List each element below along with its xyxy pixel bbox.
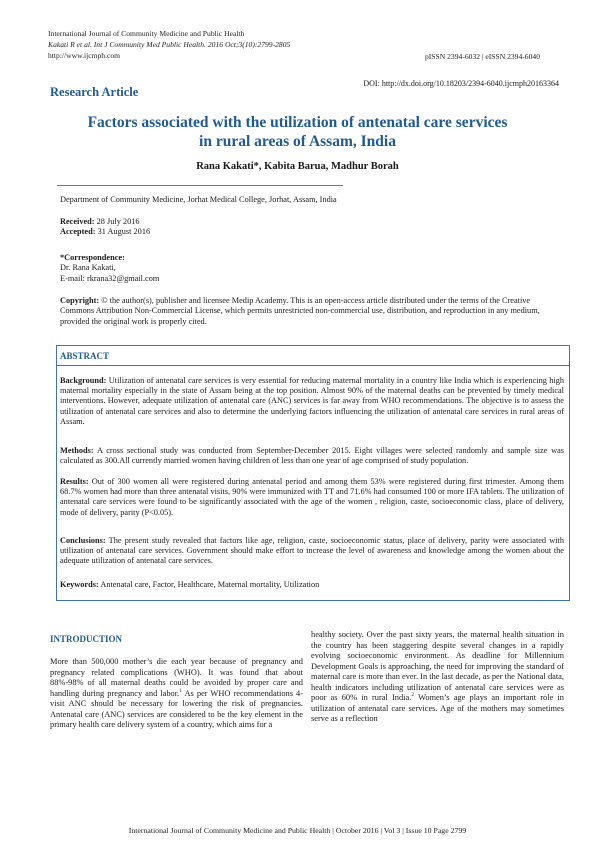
- copyright: [60, 296, 546, 327]
- journal-url[interactable]: http://www.ijcmph.com: [48, 51, 121, 60]
- background-label: Background:: [60, 376, 107, 385]
- abstract-heading: ABSTRACT: [60, 351, 110, 361]
- intro-col1-text-a: More than 500,000 mother’s die each year because of pregnancy and pregnancy related complications (WHO). It was found that about 88%-98% of all maternal deaths could be avoided by proper care and handling during pregnancy and labor.: [50, 657, 303, 698]
- issn: pISSN 2394-6032 | eISSN 2394-6040: [424, 52, 540, 61]
- accepted-date: 31 August 2016: [97, 227, 151, 237]
- title-line-2: in rural areas of Assam, India: [199, 133, 396, 150]
- results-text: Out of 300 women all were registered during antenatal period and among them 53% were registered during first trimester. Among them 68.7% women had more than three antenatal visits, 90% were immunized with TT and 71.6% had consumed 100 or more IFA tablets. The utilization of antenatal care services were found to be significantly associated with the age of the women , religion, caste, socioeconomic class, place of delivery, mode of delivery, parity (P<0.05).: [60, 477, 564, 517]
- copyright-label: Copyright:: [60, 296, 100, 305]
- abstract-results: [60, 477, 564, 518]
- results-label: Results:: [60, 477, 89, 486]
- copyright-text: © the author(s), publisher and licensee Medip Academy. This is an open-access article distributed under the terms of the Creative Commons Attribution Non-Commercial License, which permits unrestricted non-commercial use, distribution, and reproduction in any medium, provided the original work is properly cited.: [60, 296, 540, 326]
- intro-col2-text-b: Women’s age plays an important role in utilization of antenatal care services. Age of the mothers may sometimes serve as a reflection: [311, 693, 564, 723]
- correspondence-email[interactable]: E-mail: rkrana32@gmail.com: [60, 273, 160, 283]
- background-text: Utilization of antenatal care services is very essential for reducing maternal mortality in a country like India which is experiencing high maternal mortality especially in the state of Assam being at the top position. Almost 90% of the maternal deaths can be prevented by timely medical interventions. However, adequate utilization of antenatal care (ANC) services is far away from WHO recommendations. The objective is to assess the utilization of antenatal care services and also to determine the underlying factors influencing the utilization of antenatal care services in rural areas of Assam.: [60, 376, 565, 426]
- citation: Kakati R et al. Int J Community Med Public Health. 2016 Oct;3(10):2799-2805: [48, 40, 291, 49]
- conclusions-text: The present study revealed that factors like age, religion, caste, socioeconomic status, place of delivery, parity were associated with utilization of antenatal care services. Government should make effort to increase the level of awareness and knowledge among the women about the adequate utilization of antenatal care services.: [60, 536, 564, 566]
- accepted-label: Accepted:: [60, 227, 96, 237]
- methods-text: A cross sectional study was conducted from September-December 2015. Eight villages were selected randomly and sample size was calculated as 300.All currently married women having children of less than one year of age comprised of study population.: [60, 446, 564, 466]
- correspondence-label: *Correspondence:: [60, 253, 125, 262]
- authors: Rana Kakati*, Kabita Barua, Madhur Borah: [196, 161, 399, 172]
- title-line-1: Factors associated with the utilization of antenatal care services: [87, 114, 508, 131]
- journal-name: International Journal of Community Medicine and Public Health: [48, 29, 245, 38]
- citation-ref-2[interactable]: 2: [411, 692, 415, 699]
- keywords-text: Antenatal care, Factor, Healthcare, Maternal mortality, Utilization: [100, 580, 320, 589]
- title-divider: [57, 185, 343, 186]
- intro-col1-text-b: As per WHO recommendations 4-visit ANC should be necessary for lowering the risk of pregnancies. Antenatal care (ANC) services are considered to be the key element in the primary health care delivery system of a country, which aims for a: [50, 688, 304, 729]
- abstract-conclusions: [60, 536, 564, 567]
- introduction-heading: INTRODUCTION: [50, 634, 123, 644]
- correspondence-name: Dr. Rana Kakati,: [60, 263, 116, 273]
- abstract-background: [60, 376, 564, 427]
- affiliation: Department of Community Medicine, Jorhat Medical College, Jorhat, Assam, India: [60, 195, 337, 204]
- keywords-label: Keywords:: [60, 580, 99, 589]
- conclusions-label: Conclusions:: [60, 536, 106, 545]
- received-label: Received:: [60, 217, 95, 226]
- abstract-methods: [60, 446, 564, 466]
- methods-label: Methods:: [60, 446, 94, 455]
- page-footer: International Journal of Community Medicine and Public Health | October 2016 | Vol 3 | Issue 10 Page 2799: [128, 826, 467, 835]
- introduction-column-2: [311, 630, 564, 725]
- article-title: [60, 113, 535, 151]
- dates: [60, 217, 540, 238]
- introduction-column-1: [50, 657, 303, 731]
- article-type: Research Article: [50, 85, 139, 99]
- abstract-divider: [56, 365, 570, 366]
- intro-col2-text-a: healthy society. Over the past sixty years, the maternal health situation in the country has been staggering despite several changes in a rapidly evolving socioeconomic environment. As deadline for Millennium Development Goals is approaching, the need for improving the standard of maternal care is more than ever. In the last decade, as per the National data, health indicators including utilization of antenatal care services were as poor as 60% in rural India.: [311, 630, 564, 702]
- keywords: [60, 580, 564, 589]
- citation-ref-1[interactable]: 1: [179, 687, 182, 694]
- received-date: 28 July 2016: [96, 217, 140, 226]
- correspondence: [60, 253, 540, 284]
- doi[interactable]: DOI: http://dx.doi.org/10.18203/2394-6040.ijcmph20163364: [363, 79, 559, 88]
